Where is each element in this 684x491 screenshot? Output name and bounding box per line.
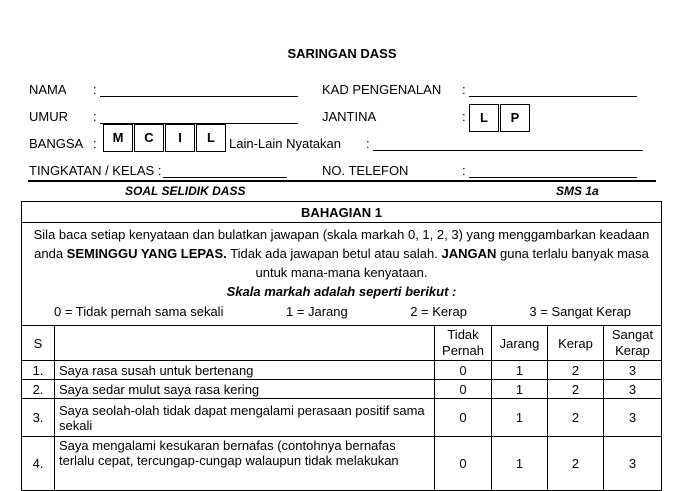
umur-label: UMUR [29,109,68,124]
row-number: 4. [22,437,55,491]
row-statement: Saya rasa susah untuk bertenang [55,361,435,380]
scale-item-3: 3 = Sangat Kerap [529,304,631,319]
header-divider [28,180,656,182]
tingkatan-label: TINGKATAN / KELAS : [29,163,162,178]
row-number: 3. [22,399,55,437]
col-kerap-header: Kerap [548,326,604,361]
answer-1[interactable]: 1 [492,380,548,399]
bangsa-label: BANGSA [29,136,84,151]
answer-0[interactable]: 0 [435,437,492,491]
instructions-text-2: Tidak ada jawapan betul atau salah. [226,246,442,261]
answer-3[interactable]: 3 [604,437,662,491]
scale-title: Skala markah adalah seperti berikut : [226,284,457,299]
tingkatan-field[interactable] [163,177,287,178]
answer-1[interactable]: 1 [492,399,548,437]
instructions-text-1: Sila baca setiap kenyataan dan bulatkan jawapan (skala markah 0, 1, 2, 3) yang menggambarkan keadaan anda [33,227,650,261]
nama-field[interactable] [100,96,298,97]
table-row [22,380,662,399]
scale-legend [28,302,655,321]
answer-2[interactable]: 2 [548,399,604,437]
kad-colon: : [462,82,466,97]
row-statement: Saya sedar mulut saya rasa kering [55,380,435,399]
col-tidak-pernah-header: Tidak Pernah [435,326,492,361]
scale-item-2: 2 = Kerap [410,304,467,319]
answer-2[interactable]: 2 [548,437,604,491]
answer-2[interactable]: 2 [548,380,604,399]
col-sangat-kerap-header: Sangat Kerap [604,326,662,361]
bangsa-option-c[interactable]: C [134,124,164,152]
answer-2[interactable]: 2 [548,361,604,380]
instructions-emphasis-2: JANGAN [441,246,497,261]
jantina-option-l[interactable]: L [469,104,499,132]
row-number: 1. [22,361,55,380]
answer-3[interactable]: 3 [604,361,662,380]
kad-label: KAD PENGENALAN [322,82,442,97]
umur-colon: : [93,109,97,124]
scale-item-0: 0 = Tidak pernah sama sekali [54,304,224,319]
jantina-colon: : [462,109,466,124]
col-jarang-header: Jarang [492,326,548,361]
lain-label: Lain-Lain Nyatakan [229,136,342,151]
soal-selidik-label: SOAL SELIDIK DASS [125,184,246,198]
answer-3[interactable]: 3 [604,399,662,437]
instructions-cell [22,223,662,326]
table-row [22,361,662,380]
scale-item-1: 1 = Jarang [285,304,348,319]
row-statement: Saya mengalami kesukaran bernafas (contohnya bernafas terlalu cepat, tercungap-cungap walaupun tidak melakukan [55,437,435,491]
instructions-emphasis-1: SEMINGGU YANG LEPAS. [66,246,227,261]
section-title: BAHAGIAN 1 [22,202,662,223]
answer-0[interactable]: 0 [435,399,492,437]
jantina-label: JANTINA [322,109,377,124]
lain-colon: : [366,136,370,151]
column-header-row [22,326,662,361]
bangsa-colon: : [93,136,97,151]
row-number: 2. [22,380,55,399]
answer-1[interactable]: 1 [492,361,548,380]
kad-field[interactable] [469,96,637,97]
row-statement: Saya seolah-olah tidak dapat mengalami perasaan positif sama sekali [55,399,435,437]
instructions-text-3: guna terlalu banyak masa untuk mana-mana kenyataan. [255,246,649,280]
nama-colon: : [93,82,97,97]
nama-label: NAMA [29,82,67,97]
dass-questionnaire-table [21,201,662,491]
table-row [22,399,662,437]
bangsa-option-l[interactable]: L [196,124,226,152]
answer-1[interactable]: 1 [492,437,548,491]
table-row [22,437,662,491]
sms-code-label: SMS 1a [556,184,599,198]
bangsa-option-m[interactable]: M [103,124,133,152]
answer-0[interactable]: 0 [435,361,492,380]
bangsa-option-i[interactable]: I [165,124,195,152]
col-s-header: S [22,326,55,361]
col-statement-header [55,326,435,361]
answer-0[interactable]: 0 [435,380,492,399]
answer-3[interactable]: 3 [604,380,662,399]
jantina-option-p[interactable]: P [500,104,530,132]
telefon-label: NO. TELEFON [322,163,409,178]
telefon-colon: : [462,163,466,178]
form-title: SARINGAN DASS [287,46,397,61]
lain-field[interactable] [373,150,643,151]
telefon-field[interactable] [469,177,637,178]
